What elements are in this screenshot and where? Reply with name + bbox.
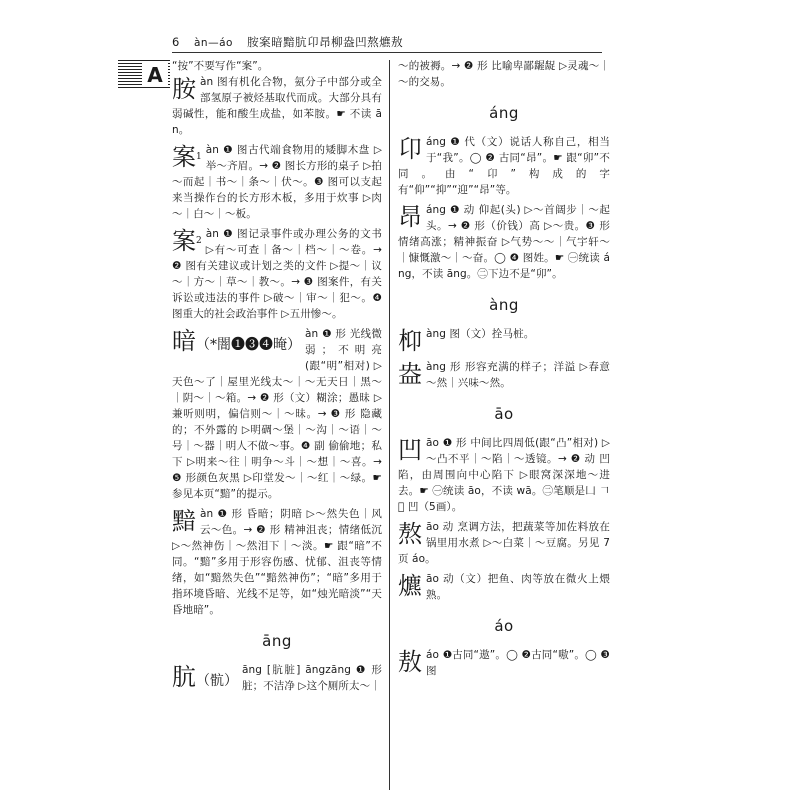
- headword: 敖: [398, 648, 422, 676]
- entry-definition: āng [肮脏] āngzāng ❶ 形 脏；不洁净 ▷这个厕所太～｜: [242, 664, 382, 692]
- headword: 暗（*闇❶❸❹晻）: [172, 327, 301, 355]
- homograph-number: 2: [196, 236, 202, 246]
- pinyin-section-heading: āo: [494, 405, 514, 423]
- column-divider: [389, 60, 390, 790]
- pinyin-section-heading: àng: [489, 296, 519, 314]
- page-number: 6: [172, 35, 180, 49]
- dictionary-entry: [398, 435, 610, 515]
- alphabet-index-tab: [118, 60, 170, 90]
- headword: 熬: [398, 520, 422, 548]
- pinyin-section-heading: áng: [489, 104, 519, 122]
- headword: 案$^1$: [172, 143, 202, 171]
- dictionary-entry: [172, 226, 382, 322]
- headword: 爊: [398, 572, 422, 600]
- headword: 肮（骯）: [172, 663, 238, 691]
- dictionary-entry: [398, 134, 610, 198]
- entry-definition: áng ❶ 动 仰起(头) ▷～首阔步｜～起头。→ ❷ 形（价钱）高 ▷～贵。❸ 形 情绪高涨；精神振奋 ▷气势～～｜气宇轩～｜慷慨激～｜～奋。◯ ❹ 图姓。☛ ㊀统读 áng，不读 āng。㊁下边不是“卯”。: [398, 204, 610, 280]
- headword: 胺: [172, 75, 196, 103]
- header-rule: [172, 52, 602, 53]
- entry-definition: àn ❶ 图记录事件或办理公务的文书 ▷有～可查｜备～｜档～｜～卷。→ ❷ 图有关建议或计划之类的文件 ▷提～｜议～｜方～｜草～｜教～。→ ❸ 图案件，有关诉讼或违法的事件 ▷破～｜审～｜犯～。❹ 图重大的社会政治事件 ▷五卅惨～。: [172, 228, 382, 320]
- entry-definition: àn ❶ 形 光线微弱；不明亮(跟“明”相对) ▷天色～了｜屋里光线太～｜～无天日｜黑～｜阴～｜～箱。→ ❷ 形（文）糊涂；愚昧 ▷兼听则明，偏信则～｜～昧。→ ❸ 形 隐藏的；不外露的 ▷明碉～堡｜～沟｜～语｜～号｜～器｜明人不做～事。❹ 副 偷偷地；私下 ▷明来～往｜明争～斗｜～想｜～喜。→ ❺ 形颜色灰黑 ▷印堂发～｜～红｜～绿。☛ 参见本页“黯”的提示。: [172, 328, 382, 500]
- entry-definition: àng 形 形容充满的样子；洋溢 ▷春意～然｜兴味～然。: [426, 361, 610, 389]
- pinyin-section-heading: áo: [494, 617, 514, 635]
- pinyin-range: àn—áo: [193, 37, 233, 49]
- entry-definition: àn 图有机化合物，氨分子中部分或全部氢原子被烃基取代而成。大部分具有弱碱性，能和酸生成盐，如苯胺。☛ 不读 ān。: [172, 76, 382, 136]
- headword: 昂: [398, 203, 422, 231]
- variant-forms: （骯）: [196, 673, 238, 689]
- headword: 盎: [398, 360, 422, 388]
- continued-text: ～的被褥。→ ❷ 形 比喻卑鄙龌龊 ▷灵魂～｜～的交易。: [398, 60, 610, 88]
- dictionary-entry: [398, 202, 610, 282]
- homograph-number: 1: [196, 152, 202, 162]
- entry-definition: āo 动 烹调方法，把蔬菜等加佐料放在锅里用水煮 ▷～白菜｜～豆腐。另见 7 页 áo。: [398, 521, 610, 565]
- dictionary-entry: [172, 662, 382, 695]
- dictionary-entry: [398, 519, 610, 567]
- headword: 黯: [172, 507, 196, 535]
- dictionary-entry: [398, 359, 610, 391]
- dictionary-entry: [398, 326, 610, 355]
- entry-definition: āo ❶ 形 中间比四周低(跟“凸”相对) ▷～凸不平｜～陷｜～透镜。→ ❷ 动 凹陷，由周围向中心陷下 ▷眼窝深深地～进去。☛ ㊀统读 āo，不读 wā。㊁笔顺是凵 𠃍 𠃎 凹（5画）。: [398, 437, 610, 513]
- header-characters: 胺案暗黯肮卬昂柳盎凹熬爊敖: [247, 35, 404, 49]
- variant-forms: （*闇❶❸❹晻）: [196, 337, 301, 353]
- page-header: [172, 34, 403, 50]
- dictionary-entry: [172, 506, 382, 618]
- headword: 卬: [398, 135, 422, 163]
- dictionary-entry: [398, 571, 610, 603]
- entry-definition: áo ❶古同“遨”。◯ ❷古同“嗷”。◯ ❸ 图: [426, 649, 610, 677]
- headword: 案$^2$: [172, 227, 202, 255]
- left-column: [172, 58, 382, 699]
- entry-definition: āo 动（文）把鱼、肉等放在微火上煨熟。: [426, 573, 610, 601]
- continued-text: “按”不要写作“案”。: [172, 60, 269, 72]
- entry-definition: àn ❶ 图古代端食物用的矮脚木盘 ▷举～齐眉。→ ❷ 图长方形的桌子 ▷拍～而起｜书～｜条～｜伏～。❸ 图可以支起来当操作台的长方形木板，多用于炊事 ▷肉～｜白～｜～板。: [172, 144, 382, 220]
- headword: 凹: [398, 436, 422, 464]
- dictionary-entry: [398, 647, 610, 679]
- headword: 枊: [398, 327, 422, 355]
- entry-definition: áng ❶ 代（文）说话人称自己，相当于“我”。◯ ❷ 古同“昂”。☛ 跟“卯”不同。由“卬”构成的字有“仰”“抑”“迎”“昂”等。: [398, 136, 610, 196]
- index-letter: A: [142, 63, 168, 87]
- entry-definition: àn ❶ 形 昏暗；阴暗 ▷～然失色｜风云～色。→ ❷ 形 精神沮丧；情绪低沉 ▷～然神伤｜～然泪下｜～淡。☛ 跟“暗”不同。“黯”多用于形容伤感、忧郁、沮丧等情绪，如“黯然失色”“黯然神伤”；“暗”多用于指环境昏暗、光线不足等，如“烛光暗淡”“天昏地暗”。: [172, 508, 382, 616]
- pinyin-section-heading: āng: [262, 632, 292, 650]
- right-column: [398, 58, 610, 683]
- dictionary-entry: [172, 142, 382, 222]
- entry-definition: àng 图（文）拴马桩。: [426, 328, 535, 340]
- dictionary-entry: [172, 326, 382, 502]
- dictionary-entry: [172, 74, 382, 138]
